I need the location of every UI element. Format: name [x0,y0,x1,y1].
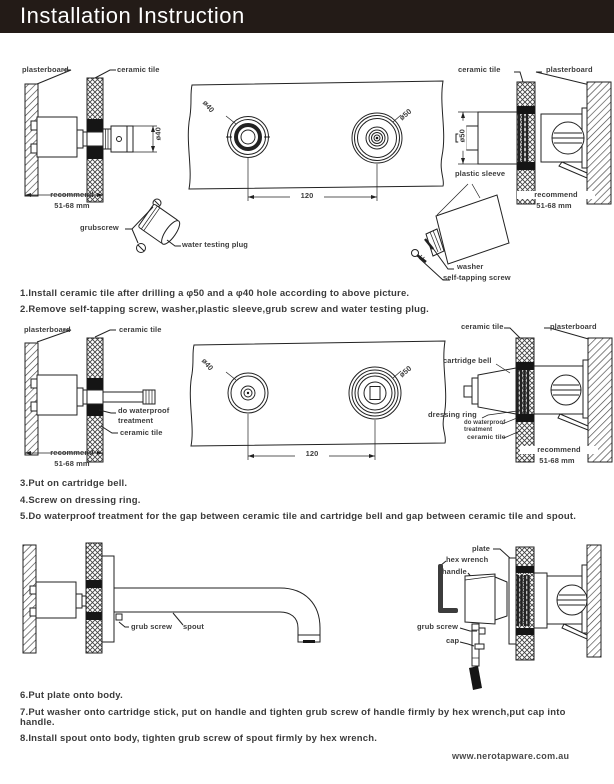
water-testing-plug-part [138,204,183,247]
plasterboard-wall [587,82,611,204]
cap-part [475,644,484,649]
plastic-sleeve-part [426,195,509,264]
cartridge-bell-installed [464,368,516,414]
label-range: 51-68 mm [54,201,90,210]
steps-6-8 [20,691,600,751]
grub-screw-part [479,628,485,634]
label-cap: cap [446,636,460,645]
label-grub-screw: grub screw [131,622,173,631]
label-treatment: treatment [464,427,493,433]
step-7: 7.Put washer onto cartridge stick, put on handle and tighten grub screw of handle firmly by hex wrench,put cap into handle. [20,706,566,728]
step-2: 2.Remove self-tapping screw, washer,plastic sleeve,grub screw and water testing plug. [20,304,429,315]
label-grubscrew: grubscrew [80,223,119,232]
label-ceramic-tile: ceramic tile [458,65,501,74]
label-ceramic-tile: ceramic tile [461,322,504,331]
label-spout: spout [183,622,204,631]
valve-body [541,108,587,178]
step-1: 1.Install ceramic tile after drilling a φ50 and a φ40 hole according to above picture. [20,288,410,299]
handle-part [465,574,507,624]
plasterboard-wall [25,343,38,455]
diagram-sec3-spout [15,540,335,655]
step-8: 8.Install spout onto body, tighten grub screw of spout firmly by hex wrench. [20,733,378,744]
label-dressing-ring: dressing ring [428,410,477,419]
label-recommend: recommend [50,190,94,199]
plasterboard-wall [25,84,38,196]
dim-label-dia50-front: ø50 [397,106,414,123]
label-range: 51-68 mm [539,456,575,465]
steps-3-5 [20,479,600,529]
plastic-sleeve-installed [456,112,527,164]
title-bar [0,0,614,33]
dim-label-120: 120 [295,450,329,458]
label-do-waterproof: do waterproof [118,406,170,415]
dim-label-dia40-front: ø40 [199,356,216,373]
water-testing-plug-installed [103,126,133,152]
label-ceramic-tile: ceramic tile [467,434,506,441]
website-url: www.nerotapware.com.au [452,751,570,761]
grub-screw-part [116,614,122,620]
valve-body [534,360,588,430]
step-6: 6.Put plate onto body. [20,690,123,701]
label-range: 51-68 mm [536,201,572,210]
label-recommend: recommend [520,446,598,454]
diagram-sec1-right-crosssection [410,62,614,294]
plasterboard-wall [588,338,612,462]
label-recommend: recommend [517,191,595,199]
dim-label-dia40: ø40 [153,127,163,141]
dim-label-120: 120 [290,192,324,200]
diagram-sec3-handle [412,540,614,690]
diagram-sec2-front-panel [182,336,454,466]
plate-part [509,558,516,644]
steps-1-2 [20,289,600,321]
label-water-testing-plug: water testing plug [182,240,248,249]
self-tapping-screw-part [412,250,427,263]
plasterboard-wall [23,545,36,653]
label-washer: washer [457,262,484,271]
label-range: 51-68 mm [54,459,90,468]
diagram-sec2-right-crosssection [432,318,614,480]
dim-label-dia50-front: ø50 [397,363,414,380]
ceramic-tile-wall [86,543,102,653]
label-grub-screw: grub screw [417,622,459,631]
step-5: 5.Do waterproof treatment for the gap between ceramic tile and cartridge bell and gap between ceramic tile and spout. [20,511,577,522]
label-handle: handle [442,567,467,576]
label-plasterboard: plasterboard [24,325,71,334]
label-cartridge-bell: cartridge bell [443,356,492,365]
label-hex-wrench: hex wrench [446,555,489,564]
valve-body [30,582,86,618]
spout-plate [102,556,114,642]
label-ceramic-tile: ceramic tile [119,325,162,334]
label-treatment: treatment [118,416,154,425]
label-recommend: recommend [50,448,94,457]
label-plasterboard: plasterboard [546,65,593,74]
label-ceramic-tile: ceramic tile [120,428,163,437]
valve-body [547,565,587,639]
label-do-waterproof: do waterproof [464,420,506,426]
label-plate: plate [472,544,491,553]
label-plasterboard: plasterboard [550,322,597,331]
label-ceramic-tile: ceramic tile [117,65,160,74]
label-plasterboard: plasterboard [22,65,69,74]
dim-label-dia50: ø50 [458,121,466,151]
label-self-tapping-screw: self-tapping screw [443,273,511,282]
plasterboard-wall [587,545,601,657]
label-plastic-sleeve: plastic sleeve [455,169,506,178]
cartridge-stick [103,390,155,404]
spout-body [114,588,320,643]
page-title: Installation Instruction [20,3,245,28]
dim-label-dia40-front: ø40 [200,98,217,115]
step-4: 4.Screw on dressing ring. [20,494,141,506]
step-3: 3.Put on cartridge bell. [20,478,128,489]
